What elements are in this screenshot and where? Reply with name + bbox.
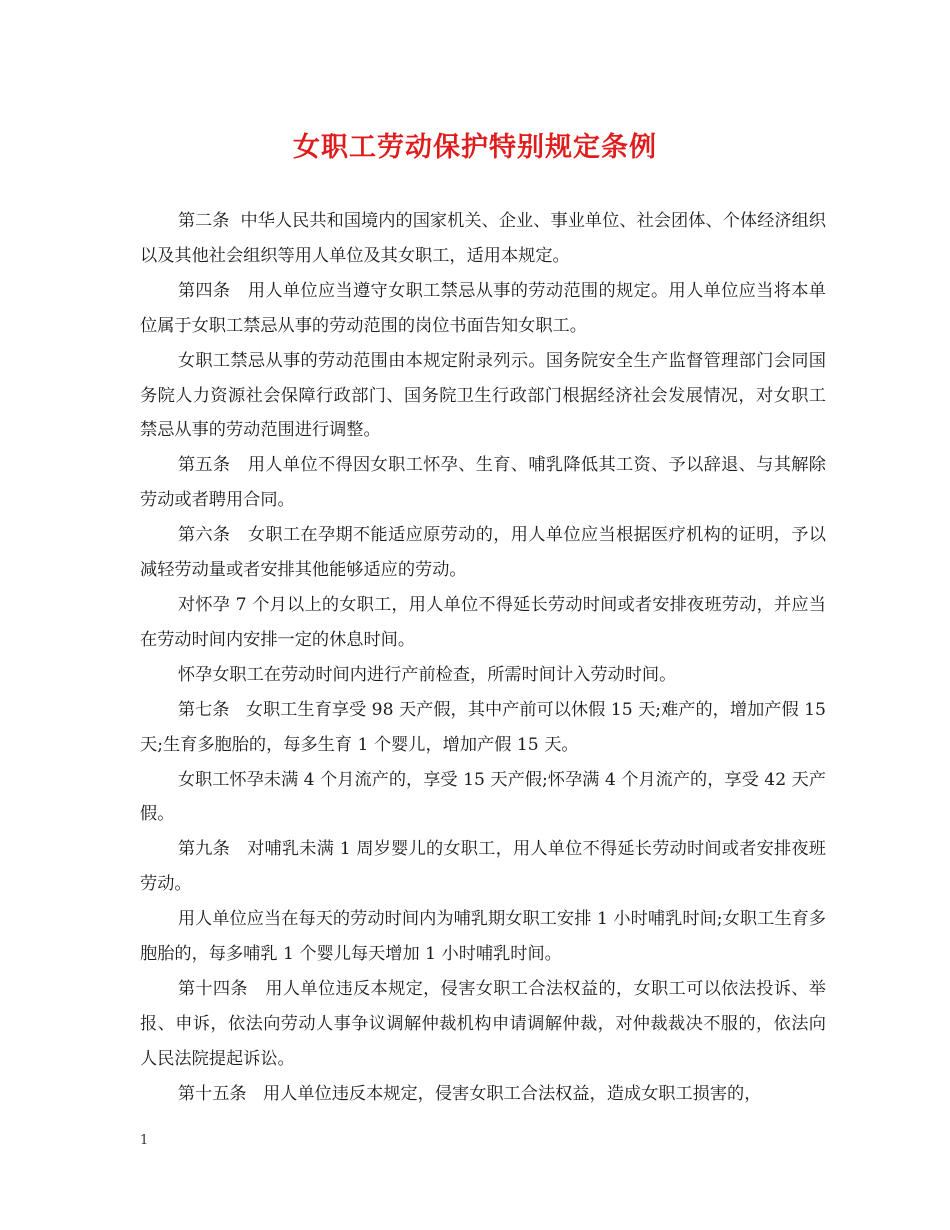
paragraph-article-9-cont: 用人单位应当在每天的劳动时间内为哺乳期女职工安排 1 小时哺乳时间;女职工生育多胞胎的，每多哺乳 1 个婴儿每天增加 1 小时哺乳时间。	[140, 909, 826, 965]
paragraph-article-2: 第二条 中华人民共和国境内的国家机关、企业、事业单位、社会团体、个体经济组织以及其他社会组织等用人单位及其女职工，适用本规定。	[140, 211, 826, 266]
document-title: 女职工劳动保护特别规定条例	[293, 132, 657, 163]
paragraph-article-9: 第九条 对哺乳未满 1 周岁婴儿的女职工，用人单位不得延长劳动时间或者安排夜班劳动。	[140, 839, 826, 895]
paragraph-article-4-cont: 女职工禁忌从事的劳动范围由本规定附录列示。国务院安全生产监督管理部门会同国务院人力资源社会保障行政部门、国务院卫生行政部门根据经济社会发展情况，对女职工禁忌从事的劳动范围进行调整。	[140, 350, 826, 441]
paragraph-article-6-cont-1: 对怀孕 7 个月以上的女职工，用人单位不得延长劳动时间或者安排夜班劳动，并应当在劳动时间内安排一定的休息时间。	[140, 594, 826, 650]
paragraph-article-6-cont-2: 怀孕女职工在劳动时间内进行产前检查，所需时间计入劳动时间。	[177, 664, 677, 685]
paragraph-article-7: 第七条 女职工生育享受 98 天产假，其中产前可以休假 15 天;难产的，增加产假 15 天;生育多胞胎的，每多生育 1 个婴儿，增加产假 15 天。	[140, 699, 832, 755]
paragraph-article-5: 第五条 用人单位不得因女职工怀孕、生育、哺乳降低其工资、予以辞退、与其解除劳动或者聘用合同。	[140, 455, 826, 511]
paragraph-article-7-cont: 女职工怀孕未满 4 个月流产的，享受 15 天产假;怀孕满 4 个月流产的，享受 42 天产假。	[140, 769, 826, 825]
paragraph-article-6: 第六条 女职工在孕期不能适应原劳动的，用人单位应当根据医疗机构的证明，予以减轻劳动量或者安排其他能够适应的劳动。	[140, 525, 826, 581]
paragraph-article-14: 第十四条 用人单位违反本规定，侵害女职工合法权益的，女职工可以依法投诉、举报、申诉，依法向劳动人事争议调解仲裁机构申请调解仲裁，对仲裁裁决不服的，依法向人民法院提起诉讼。	[140, 978, 826, 1069]
paragraph-article-15: 第十五条 用人单位违反本规定，侵害女职工合法权益，造成女职工损害的，	[177, 1083, 762, 1104]
document-body	[140, 204, 832, 1112]
page-number: 1	[140, 1133, 149, 1148]
paragraph-article-4: 第四条 用人单位应当遵守女职工禁忌从事的劳动范围的规定。用人单位应当将本单位属于女职工禁忌从事的劳动范围的岗位书面告知女职工。	[140, 280, 826, 336]
